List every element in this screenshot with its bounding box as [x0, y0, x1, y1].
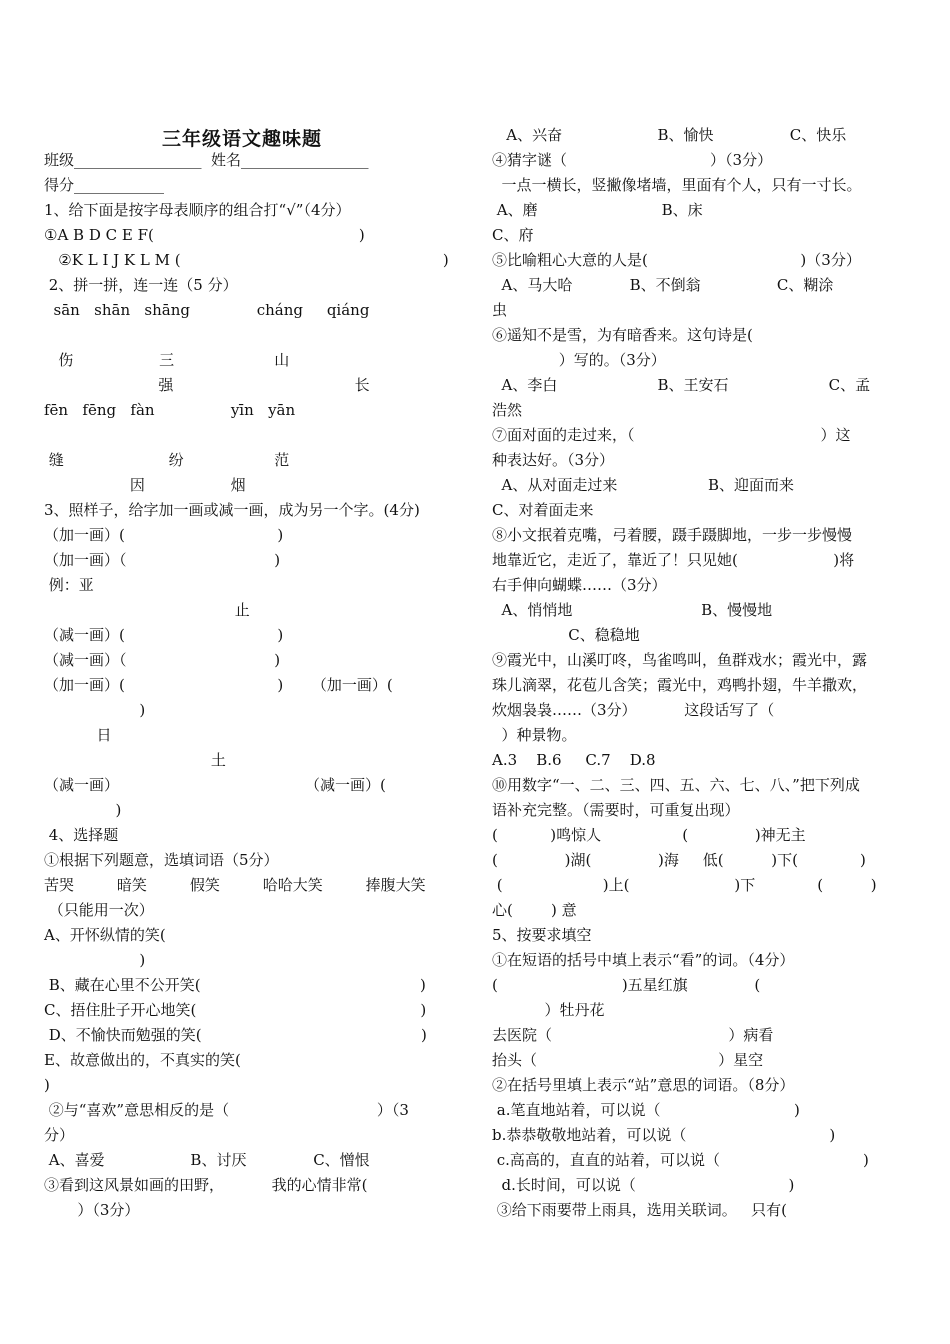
left-line: 日: [44, 726, 112, 744]
left-line: 土: [44, 751, 226, 769]
left-line: D、不愉快而勉强的笑( ): [44, 1026, 427, 1044]
right-line: 地靠近它，走近了，靠近了！只见她( )将: [492, 551, 855, 569]
left-line: sān shān shāng cháng qiáng: [44, 301, 370, 319]
right-line: 抬头（ ）星空: [492, 1051, 764, 1069]
right-line: 炊烟袅袅……（3分） 这段话写了（: [492, 701, 775, 719]
left-line: 1、给下面是按字母表顺序的组合打“√”（4分）: [44, 201, 351, 219]
right-line: ③给下雨要带上雨具，选用关联词。 只有(: [492, 1201, 787, 1219]
right-line: 种表达好。（3分）: [492, 451, 615, 469]
right-line: ）种景物。: [492, 726, 577, 744]
right-line: 心( ) 意: [492, 901, 577, 919]
right-line: 去医院（ ）病看: [492, 1026, 774, 1044]
right-line: 5、按要求填空: [492, 926, 592, 944]
right-line: ⑩用数字“一、二、三、四、五、六、七、八、”把下列成: [492, 776, 860, 794]
right-line: c.高高的，直直的站着，可以说（ ): [492, 1151, 869, 1169]
right-line: ⑨霞光中，山溪叮咚，鸟雀鸣叫，鱼群戏水；霞光中，露: [492, 651, 868, 669]
left-line: ): [44, 701, 146, 719]
left-line: 班级_________________ 姓名_________________: [44, 151, 369, 169]
right-line: A、磨 B、床: [492, 201, 703, 219]
left-line: [44, 323, 464, 348]
left-column: [44, 123, 464, 1223]
right-line: ②在括号里填上表示“站”意思的词语。（8分）: [492, 1076, 795, 1094]
left-line: 2、拼一拼，连一连（5 分）: [44, 276, 238, 294]
right-line: A、马大哈 B、不倒翁 C、糊涂: [492, 276, 834, 294]
right-line: ①在短语的括号中填上表示“看”的词。（4分）: [492, 951, 795, 969]
left-line: fēn fēng fàn yīn yān: [44, 401, 296, 419]
right-line: C、府: [492, 226, 534, 244]
right-line: C、稳稳地: [492, 626, 640, 644]
right-line: ）写的。（3分）: [492, 351, 666, 369]
left-line: 分）: [44, 1126, 75, 1144]
left-line: B、藏在心里不公开笑( ): [44, 976, 426, 994]
right-line: 珠儿滴翠，花苞儿含笑；霞光中，鸡鸭扑翅，牛羊撒欢，: [492, 676, 868, 694]
left-line: 伤 三 山: [44, 351, 290, 369]
right-line: ⑦面对面的走过来，（ ）这: [492, 426, 851, 444]
left-line: （只能用一次）: [44, 901, 154, 919]
left-line: E、故意做出的，不真实的笑(: [44, 1051, 241, 1069]
left-line: 4、选择题: [44, 826, 119, 844]
right-line: A、悄悄地 B、慢慢地: [492, 601, 773, 619]
left-line: 因 烟: [44, 476, 246, 494]
left-line: ②K L I J K L M ( ): [44, 251, 449, 269]
left-line: （减一画） （减一画）(: [44, 776, 386, 794]
right-line: ( )湖( )海 低( )下( ): [492, 851, 866, 869]
right-line: 语补充完整。（需要时，可重复出现）: [492, 801, 740, 819]
left-line: ①A B D C E F( ): [44, 226, 365, 244]
left-line: （减一画）( ): [44, 626, 284, 644]
right-line: d.长时间，可以说（ ): [492, 1176, 795, 1194]
right-line: b.恭恭敬敬地站着，可以说（ ): [492, 1126, 836, 1144]
right-column: [492, 123, 892, 1223]
left-line: ): [44, 801, 122, 819]
left-line: 止: [44, 601, 250, 619]
left-line: C、捂住肚子开心地笑( ): [44, 1001, 427, 1019]
left-line: 缝 纷 范: [44, 451, 290, 469]
right-line: ④猜字谜（ ）（3分）: [492, 151, 773, 169]
left-line: ②与“喜欢”意思相反的是（ ）（3: [44, 1101, 409, 1119]
right-line: ( )鸣惊人 ( )神无主: [492, 826, 806, 844]
left-line: ）（3分）: [44, 1201, 140, 1219]
left-line: 苦哭 暗笑 假笑 哈哈大笑 捧腹大笑: [44, 876, 426, 894]
left-line: A、喜爱 B、讨厌 C、憎恨: [44, 1151, 370, 1169]
right-line: ( )五星红旗 (: [492, 976, 761, 994]
right-line: A、李白 B、王安石 C、孟: [492, 376, 871, 394]
right-line: ）牡丹花: [492, 1001, 605, 1019]
right-line: 一点一横长，竖撇像堵墙，里面有个人，只有一寸长。: [492, 176, 862, 194]
right-line: A、兴奋 B、愉快 C、快乐: [492, 126, 847, 144]
page-title: 三年级语文趣味题: [162, 128, 323, 150]
right-line: C、对着面走来: [492, 501, 594, 519]
left-line: （加一画）（ ): [44, 551, 281, 569]
left-line: （加一画）( ) （加一画）(: [44, 676, 393, 694]
right-line: ⑧小文抿着克嘴，弓着腰，蹑手蹑脚地，一步一步慢慢: [492, 526, 853, 544]
left-line: [44, 123, 464, 148]
left-line: （减一画）（ ): [44, 651, 281, 669]
left-line: 3、照样子，给字加一画或减一画，成为另一个字。(4分): [44, 501, 420, 519]
left-line: 得分____________: [44, 176, 165, 194]
right-line: ⑥遥知不是雪，为有暗香来。这句诗是(: [492, 326, 753, 344]
right-line: 虫: [492, 301, 508, 319]
left-line: ): [44, 1076, 50, 1094]
left-line: 强 长: [44, 376, 370, 394]
right-line: 浩然: [492, 401, 523, 419]
right-line: ⑤比喻粗心大意的人是( )（3分）: [492, 251, 861, 269]
left-line: [44, 423, 464, 448]
left-line: ): [44, 951, 146, 969]
right-line: a.笔直地站着，可以说（ ): [492, 1101, 800, 1119]
right-line: ( )上( )下 ( ): [492, 876, 877, 894]
left-line: ①根据下列题意，选填词语（5分）: [44, 851, 279, 869]
left-line: 例：亚: [44, 576, 94, 594]
right-line: 右手伸向蝴蝶……（3分）: [492, 576, 667, 594]
left-line: A、开怀纵情的笑(: [44, 926, 166, 944]
right-line: A、从对面走过来 B、迎面而来: [492, 476, 794, 494]
right-line: A.3 B.6 C.7 D.8: [492, 751, 656, 769]
left-line: （加一画）( ): [44, 526, 284, 544]
left-line: ③看到这风景如画的田野， 我的心情非常(: [44, 1176, 368, 1194]
